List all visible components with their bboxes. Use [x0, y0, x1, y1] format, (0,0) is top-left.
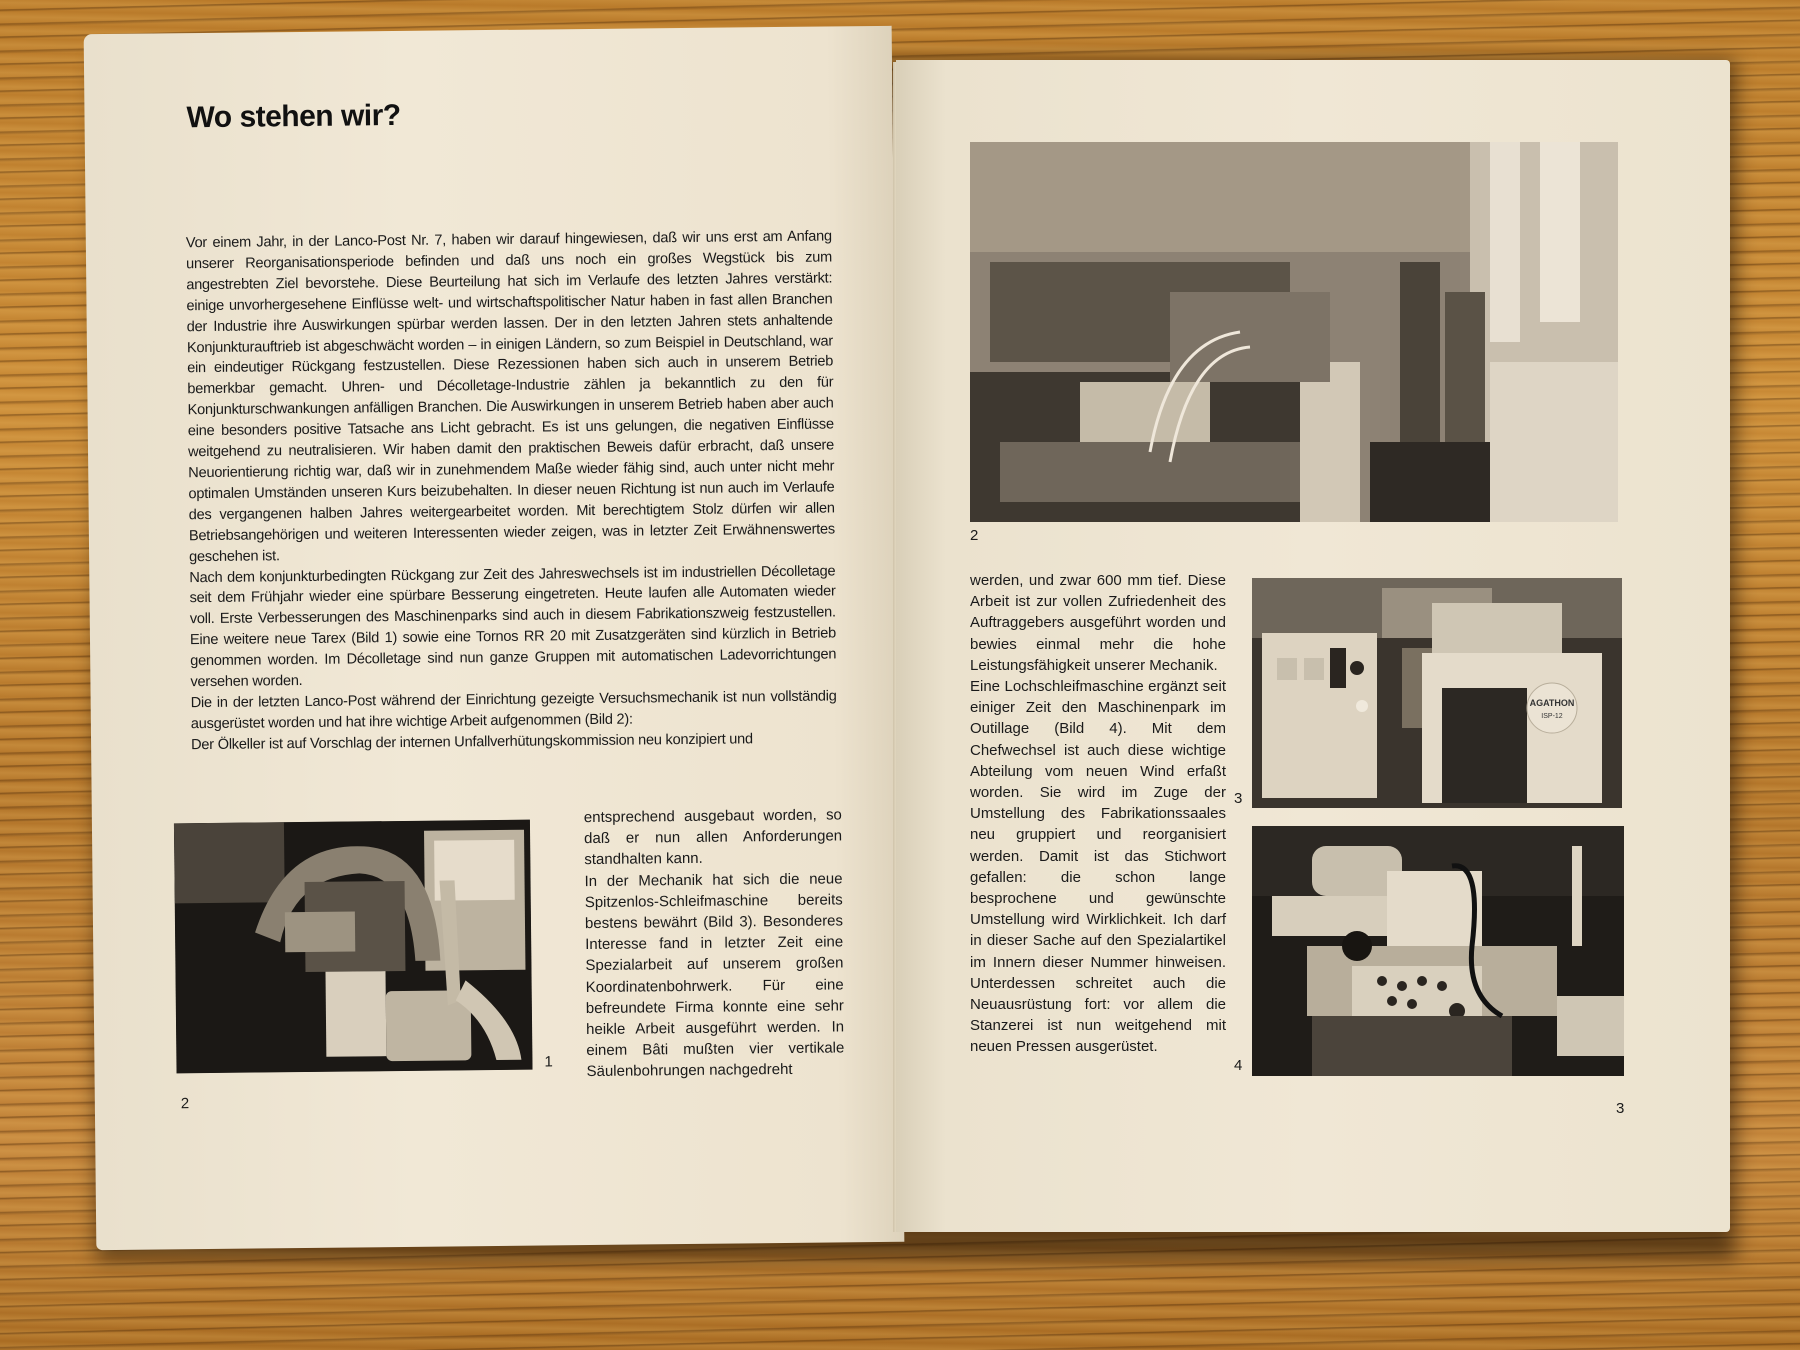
figure-4-photo: [1252, 826, 1624, 1076]
main-article-text: [186, 226, 837, 755]
svg-text:ISP-12: ISP-12: [1541, 713, 1563, 720]
figure-3-photo: [1252, 578, 1622, 808]
paragraph: entsprechend ausgebaut worden, so daß er nun allen Anforderungen standhalten kann.: [583, 806, 843, 869]
page-number: 2: [180, 1095, 190, 1113]
paragraph: In der Mechanik hat sich die neue Spitzenlos-Schleifmaschine bereits bestens bewährt (Bild 3). Besonderes Interesse fand in letzter Zeit eine Spezialarbeit auf unserem großen Koordinatenbohrwerk. Für eine befreundete Firma konnte eine sehr heikle Arbeit ausgeführt werden. In einem Bâti mußten vier vertikale Säulenbohrungen nachgedreht: [584, 869, 845, 1081]
figure-2-label: 2: [970, 527, 979, 544]
paragraph: Die in der letzten Lanco-Post während der Einrichtung gezeigte Versuchsmechanik ist nun vollständig ausgerüstet worden und hat ihre wichtige Arbeit aufgenommen (Bild 2):: [190, 688, 837, 733]
figure-1-label: 1: [544, 1053, 553, 1071]
figure-2-photo: [970, 142, 1618, 522]
paragraph: Nach dem konjunkturbedingten Rückgang zur Zeit des Jahreswechsels ist im industriellen Décolletage seit dem Frühjahr wieder eine spürbare Besserung eingetreten. Heute laufen alle Automaten wieder voll. Erste Verbesserungen des Maschinenparks sind auch in diesem Fabrikationszweig festzustellen. Eine weitere neue Tarex (Bild 1) sowie eine Tornos RR 20 mit Zusatzgeräten sind kürzlich in Betrieb genommen worden. Im Décolletage sind nun ganze Gruppen mit automatischen Ladevorrichtungen versehen worden.: [189, 562, 837, 691]
page-number: 3: [1616, 1100, 1625, 1117]
paragraph: Der Ölkeller ist auf Vorschlag der internen Unfallverhütungskommission neu konzipiert und: [191, 731, 753, 753]
figure-4-label: 4: [1234, 1057, 1243, 1074]
right-page: [896, 60, 1730, 1232]
page-title: Wo stehen wir?: [186, 98, 401, 135]
column-text: [584, 804, 845, 1082]
paragraph: werden, und zwar 600 mm tief. Diese Arbeit ist zur vollen Zufriedenheit des Auftraggebers ausgeführt worden und bewies einmal mehr die hohe Leistungsfähigkeit unserer Mechanik.: [970, 572, 1226, 674]
svg-text:AGATHON: AGATHON: [1529, 698, 1575, 708]
column-text: [970, 570, 1226, 1058]
figure-3-label: 3: [1234, 790, 1243, 807]
left-page: [84, 26, 905, 1250]
paragraph: Eine Lochschleifmaschine ergänzt seit einiger Zeit den Maschinenpark im Outillage (Bild 4). Mit dem Chefwechsel ist auch diese wichtige Abteilung vom neuen Wind erfaßt worden. Sie wird im Zuge der Umstellung des Fabrikationssaales neu gruppiert und reorganisiert werden. Damit ist das Stichwort gefallen: die schon lange besprochene und gewünschte Umstellung wird Wirklichkeit. Ich darf in dieser Sache auf den Spezialartikel im Innern dieser Nummer hinweisen. Unterdessen schreitet auch die Neuausrüstung fort: vor allem die Stanzerei ist nun weitgehend mit neuen Pressen ausgerüstet.: [970, 678, 1226, 1056]
paragraph: Vor einem Jahr, in der Lanco-Post Nr. 7, haben wir darauf hingewiesen, daß wir uns erst am Anfang unserer Reorganisationsperiode befinden und daß uns noch ein großes Wegstück bis zum angestrebten Ziel bevorstehe. Diese Beurteilung hat sich im Verlaufe des letzten Jahres verstärkt: einige unvorhergesehene Einflüsse welt- und wirtschaftspolitischer Natur haben in fast allen Branchen der Industrie ihre Auswirkungen spürbar werden lassen. Der in den letzten Jahren stets anhaltende Konjunkturauftrieb ist abgeschwächt worden – in einigen Ländern, so zum Beispiel in Deutschland, war ein eindeutiger Rückgang festzustellen. Diese Rezessionen haben sich auch in unserem Betrieb bemerkbar gemacht. Uhren- und Décolletage-Industrie zählen ja bekanntlich zu den für Konjunkturschwankungen anfälligen Branchen. Die Auswirkungen in unserem Betrieb haben aber auch eine besonders positive Tatsache ans Licht gebracht. Es ist uns gelungen, die negativen Einflüsse weitgehend zu neutralisieren. Wir haben damit den praktischen Beweis dafür erbracht, daß unsere Neuorientierung richtig war, daß wir in zunehmendem Maße wieder fähig sind, auch unter nicht mehr optimalen Umständen unseren Kurs beizubehalten. In dieser neuen Richtung ist nun auch im Verlaufe des vergangenen halben Jahres weitergearbeitet worden. Mit berechtigtem Stolz dürfen wir allen Betriebsangehörigen und weiteren Interessenten wieder zeigen, was in letzter Zeit Erwähnenswertes geschehen ist.: [185, 228, 835, 565]
figure-1-photo: [174, 820, 533, 1074]
